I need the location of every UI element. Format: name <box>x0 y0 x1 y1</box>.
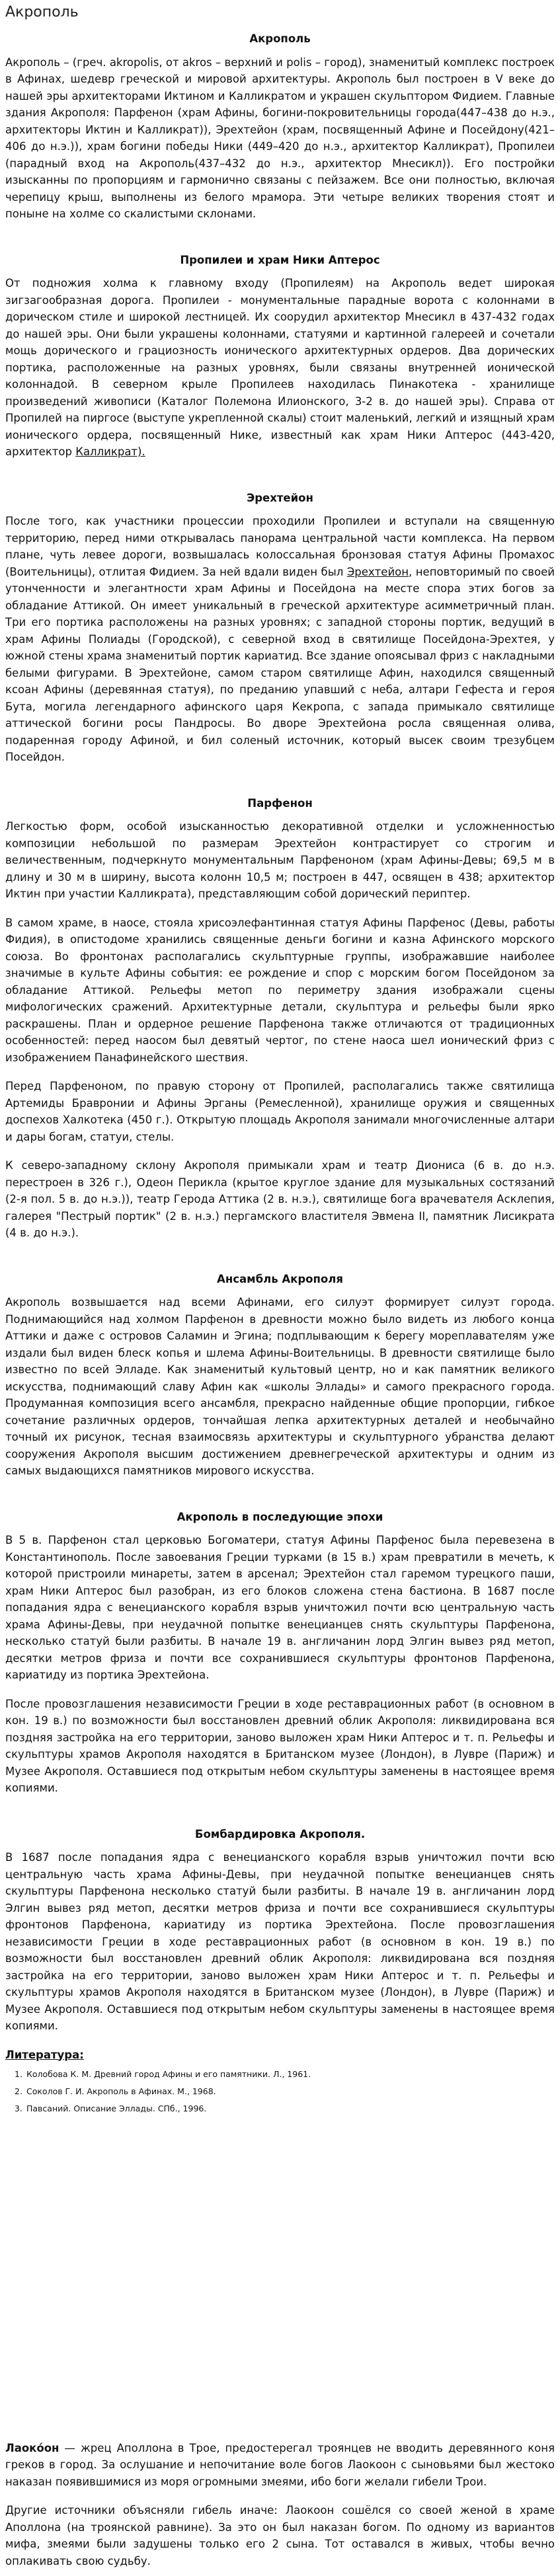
parthenon-paragraph: Перед Парфеноном, по правую сторону от Пропилей, располагались также святилища Артемиды Бравронии и Афины Эрганы (Ремесленной), хранилище оружия и священных доспехов Халкотека (450 г.). Открытую площадь Акрополя занимали многочисленные алтари и дары богам, статуи, стелы. <box>5 1080 555 1143</box>
propylaea-paragraph <box>5 275 555 461</box>
later-eras-paragraph: В 5 в. Парфенон стал церковью Богоматери, статуя Афины Парфенос была перевезена в Константинополь. После завоевания Греции турками (в 15 в.) храм превратили в мечеть, к которой пристроили минареты, затем в арсенал; Эрехтейон стал гаремом турецкого паши, храм Ники Аптерос был разобран, из его блоков сложена стена бастиона. В 1687 после попадания ядра с венецианского корабля взрыв уничтожил почти всю центральную часть храма Афины-Девы, при неудачной попытке венецианцев снять скульптуры Парфенона, несколько статуй были разбиты. В начале 19 в. англичанин лорд Элгин вывез ряд метоп, десятки метров фриза и почти все сохранившиеся скульптуры фронтонов Парфенона, кариатиду из портика Эрехтейона. <box>5 1534 555 1681</box>
literature-item <box>15 2100 555 2117</box>
literature-list <box>5 2066 555 2117</box>
erechtheion-text-before: После того, как участники процессии проходили Пропилеи и вступали на священную территорию, перед ними открывалась панорама центральной части комплекса. На первом плане, чуть левее дороги, возвышалась колоссальная бронзовая статуя Афины Промахос (Воительницы), отлитая Фидием. За ней вдали виден был <box>5 515 555 578</box>
laocoon-term: Лаоко́он <box>5 2441 60 2454</box>
ensemble-paragraph: Акрополь возвышается над всеми Афинами, его силуэт формирует силуэт города. Поднимающийся над холмом Парфенон в древности можно было видеть из любого конца Аттики и даже с островов Саламин и Эгина; подплывающим к берегу мореплавателям уже издали был виден блеск копья и шлема Афины-Воительницы. В древности святилище было известно по всей Элладе. Как знаменитый культовый центр, но и как памятник великого искусства, поднимающий славу Афин как «школы Эллады» и самого прекрасного города. Продуманная композиция всего ансамбля, прекрасно найденные общие пропорции, гибкое сочетание различных ордеров, тончайшая лепка архитектурных деталей и необычайно точный их рисунок, тесная взаимосвязь архитектуры и скульптурного убранства делают сооружения Акрополя высшим достижением древнегреческой архитектуры и одним из самых выдающихся памятников мирового искусства. <box>5 1296 555 1477</box>
blank-space <box>5 2117 555 2440</box>
parthenon-paragraph: В самом храме, в наосе, стояла хрисоэлефантинная статуя Афины Парфенос (Девы, работы Фидия), в опистодоме хранились священные деньги богини и казна Афинского морского союза. Во фронтонах располагались скульптурные группы, изображавшие наиболее значимые в культе Афины события: ее рождение и спор с морским богом Посейдоном за обладание Аттикой. Рельефы метоп по периметру здания изображали сцены мифологических сражений. Архитектурные детали, скульптура и рельефы были ярко раскрашены. План и ордерное решение Парфенона также отличаются от традиционных особенностей: перед наосом был девятый чертог, по стене наоса шел ионический фриз с изображением Панафинейского шествия. <box>5 916 555 1064</box>
literature-heading: Литература: <box>5 2048 84 2061</box>
literature-item-text: Павсаний. Описание Эллады. СПб., 1996. <box>26 2103 207 2113</box>
laocoon-paragraph-2: Другие источники объясняли гибель иначе: Лаокоон сошёлся со своей женой в храме Аполлона (на троянской равнине). За это он был наказан богом. По одному из вариантов мифа, змеями были задушены только его 2 сына. Тот оставался в живых, чтобы вечно оплакивать свою судьбу. <box>5 2504 555 2567</box>
erechtheion-link[interactable]: Эрехтейон <box>346 565 409 578</box>
laocoon-definition: — жрец Аполлона в Трое, предостерегал троянцев не вводить деревянного коня греков в город. За ослушание и непочитание воле богов Лаокоон с сыновьями был жестоко наказан появившимися из моря огромными змеями, ибо боги желали гибели Трои. <box>5 2441 555 2488</box>
article <box>5 3 555 2117</box>
erechtheion-text-after: , неповторимый по своей утонченности и элегантности храм Афины и Посейдона на месте спора этих богов за обладание Аттикой. Он имеет уникальный в греческой архитектуре асимметричный план. Три его портика расположены на разных уровнях; с западной стороны портик, ведущий в храм Афины Полиады (Городской), с северной вход в святилище Посейдона-Эрехтея, у южной стены храма знаменитый портик кариатид. Все здание опоясывал фриз с накладными белыми фигурами. В Эрехтейоне, самом старом святилище Афин, находился священный ксоан Афины (деревянная статуя), по преданию упавший с неба, алтари Гефеста и героя Бута, могила легендарного афинского царя Кекропа, с запада примыкало святилище аттической богини росы Пандросы. Во дворе Эрехтейона росла священная олива, подаренная городу Афиной, и бил соленый источник, который высек своим трезубцем Посейдон. <box>5 565 555 763</box>
intro-paragraph: Акрополь – (греч. akropolis, от akros – верхний и polis – город), знаменитый комплекс построек в Афинах, шедевр греческой и мировой архитектуры. Акрополь был построен в V веке до нашей эры архитекторами Иктином и Калликратом и украшен скульптором Фидием. Главные здания Акрополя: Парфенон (храм Афины, богини-покровительницы города(447–438 до н.э., архитекторы Иктин и Калликрат)), Эрехтейон (храм, посвященный Афине и Посейдону(421–406 до н.э.)), храм богини победы Ники (449–420 до н.э., архитектор Калликрат), Пропилеи (парадный вход на Акрополь(437–432 до н.э., архитектор Мнесикл)). Его постройки изысканны по пропорциям и гармонично связаны с пейзажем. Все они полностью, включая черепицу крыш, выполнены из белого мрамора. Эти четыре великих творения стоят и поныне на холме со скалистыми склонами. <box>5 56 555 220</box>
laocoon-paragraph <box>5 2440 555 2491</box>
literature-item-text: Соколов Г. И. Акрополь в Афинах. М., 1968. <box>26 2086 216 2096</box>
article-heading: Акрополь <box>249 32 311 45</box>
section-heading-bombardment: Бомбардировка Акрополя. <box>194 1827 366 1840</box>
parthenon-paragraph: Легкостью форм, особой изысканностью декоративной отделки и усложненностью композиции небольшой по размерам Эрехтейон контрастирует со строгим и величественным, подчеркнуто монументальным Парфеноном (храм Афины-Девы; 69,5 м в длину и 30 м в ширину, высота колонн 10,5 м; построен в 447, освящен в 438; архитектор Иктин при участии Калликрата), представляющим собой дорический периптер. <box>5 820 555 900</box>
bombardment-paragraph: В 1687 после попадания ядра с венецианского корабля взрыв уничтожил почти всю центральную часть храма Афины-Девы, при неудачной попытке венецианцев снять скульптуры Парфенона несколько статуй были разбиты. В начале 19 в. англичанин лорд Элгин вывез ряд метоп, десятки метров фриза и почти все сохранившиеся скульптуры фронтонов Парфенона, кариатиду из портика Эрехтейона. После провозглашения независимости Греции в ходе реставрационных работ (в основном в кон. 19 в.) по возможности был восстановлен древний облик Акрополя: ликвидирована вся поздняя застройка на его территории, заново выложен храм Ники Аптерос и т. п. Рельефы и скульптуры храмов Акрополя находятся в Британском музее (Лондон), в Лувре (Париж) и Музее Акрополя. Оставшиеся под открытым небом скульптуры заменены в настоящее время копиями. <box>5 1851 555 2032</box>
erechtheion-paragraph <box>5 513 555 766</box>
literature-item-number: 3. <box>15 2103 22 2113</box>
section-heading-later-eras: Акрополь в последующие эпохи <box>177 1510 383 1523</box>
section-heading-ensemble: Ансамбль Акрополя <box>217 1272 343 1285</box>
literature-item-number: 1. <box>15 2069 22 2079</box>
section-heading-propylaea: Пропилеи и храм Ники Аптерос <box>180 253 380 266</box>
section-heading-parthenon: Парфенон <box>247 796 313 810</box>
propylaea-text: От подножия холма к главному входу (Пропилеям) на Акрополь ведет широкая зигзагообразная дорога. Пропилеи - монументальные парадные ворота с колоннами в дорическом стиле и широкой лестницей. Их соорудил архитектор Мнесикл в 437-432 годах до нашей эры. Они были украшены колоннами, статуями и картинной галереей и сочетали мощь дорического и грациозность ионического архитектурных ордеров. Два дорических портика, расположенные на разных уровнях, были связаны внутренней ионической колоннадой. В северном крыле Пропилеев находилась Пинакотека - хранилище произведений живописи (Каталог Полемона Илионского, 3-2 в. до нашей эры). Справа от Пропилей на пиргосе (выступе укрепленной скалы) стоит маленький, легкий и изящный храм ионического ордера, посвященный Нике, известный как храм Ники Аптерос (443-420, архитектор <box>5 277 555 458</box>
page-title: Акрополь <box>5 4 79 20</box>
laocoon-section <box>5 2440 555 2570</box>
literature-item-number: 2. <box>15 2086 22 2096</box>
literature-item-text: Колобова К. М. Древний город Афины и его памятники. Л., 1961. <box>26 2069 311 2079</box>
literature-item <box>15 2083 555 2100</box>
later-eras-paragraph: После провозглашения независимости Греции в ходе реставрационных работ (в основном в кон. 19 в.) по возможности был восстановлен древний облик Акрополя: ликвидирована вся поздняя застройка на его территории, заново выложен храм Ники Аптерос и т. п. Рельефы и скульптуры храмов Акрополя находятся в Британском музее (Лондон), в Лувре (Париж) и Музее Акрополя. Оставшиеся под открытым небом скульптуры заменены в настоящее время копиями. <box>5 1697 555 1794</box>
literature-item <box>15 2066 555 2083</box>
parthenon-paragraph: К северо-западному склону Акрополя примыкали храм и театр Диониса (6 в. до н.э. перестроен в 326 г.), Одеон Перикла (крытое круглое здание для музыкальных состязаний (2-я пол. 5 в. до н.э.)), театр Герода Аттика (2 в. н.э.), святилище бога врачевателя Асклепия, галерея "Пестрый портик" (2 в. н.э.) пергамского властителя Эвмена II, памятник Лисикрата (4 в. до н.э.). <box>5 1159 555 1239</box>
kallikrates-link[interactable]: Калликрат). <box>75 445 145 458</box>
section-heading-erechtheion: Эрехтейон <box>247 491 313 504</box>
